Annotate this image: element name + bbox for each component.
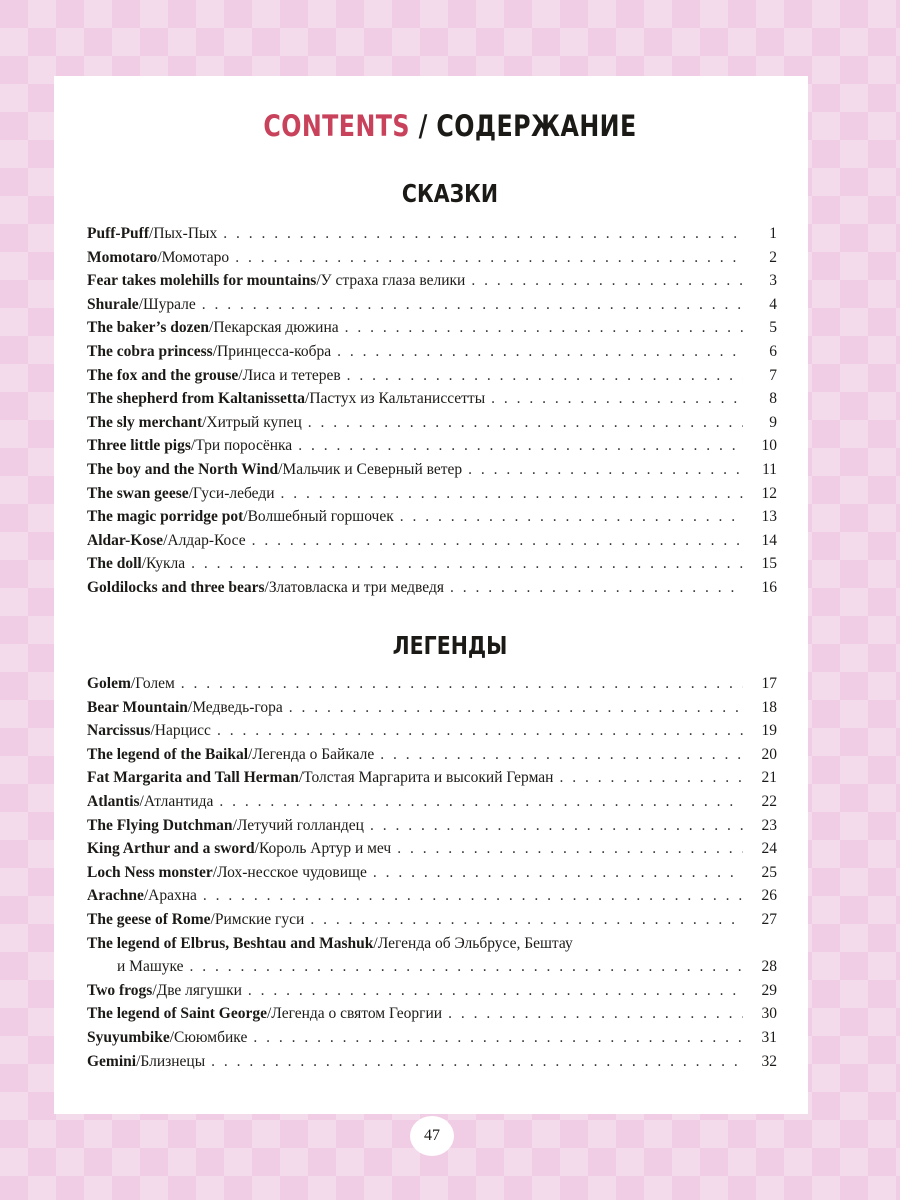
entry-page-number: 28 bbox=[761, 958, 777, 976]
entry-title-ru: Медведь-гора bbox=[192, 698, 283, 716]
dot-leader bbox=[337, 340, 743, 364]
dot-leader bbox=[252, 529, 743, 553]
entry-title-en: The legend of the Baikal bbox=[87, 745, 249, 763]
entry-title-en: The Flying Dutchman bbox=[87, 816, 233, 834]
entry-page-number: 3 bbox=[769, 272, 777, 290]
entry-separator: / bbox=[266, 1005, 272, 1023]
entry-title-en: Puff-Puff bbox=[87, 225, 149, 242]
toc-entry[interactable] bbox=[87, 222, 777, 246]
toc-entry[interactable] bbox=[87, 766, 777, 790]
entry-title-en: Bear Mountain bbox=[87, 698, 188, 716]
entry-separator: / bbox=[130, 675, 136, 692]
entry-separator: / bbox=[248, 745, 253, 763]
entry-page-number: 29 bbox=[761, 981, 777, 999]
page-title bbox=[81, 106, 819, 146]
entry-page-number: 22 bbox=[761, 792, 777, 810]
dot-leader bbox=[298, 434, 743, 458]
toc-entry[interactable] bbox=[87, 387, 777, 411]
entry-separator: / bbox=[163, 531, 168, 549]
entry-separator: / bbox=[190, 437, 196, 455]
entry-separator: / bbox=[373, 934, 378, 952]
entry-title-en: Narcissus bbox=[87, 722, 151, 740]
entry-title-ru: Пых-Пых bbox=[153, 225, 218, 242]
entry-title-ru: Арахна bbox=[148, 887, 197, 905]
dot-leader bbox=[468, 458, 743, 482]
entry-title-ru: Летучий голландец bbox=[236, 816, 364, 834]
entry-separator: / bbox=[187, 698, 193, 716]
entry-separator: / bbox=[264, 578, 269, 596]
entry-separator: / bbox=[136, 1052, 141, 1070]
dot-leader bbox=[289, 696, 743, 720]
entry-title-en: The swan geese bbox=[87, 484, 189, 502]
entry-title-en: Two frogs bbox=[87, 981, 153, 999]
entry-separator: / bbox=[212, 342, 218, 360]
dot-leader bbox=[190, 955, 743, 979]
entry-title-ru: У страха глаза велики bbox=[320, 272, 466, 290]
entry-title-en: Three little pigs bbox=[87, 437, 191, 455]
entry-title-en: King Arthur and a sword bbox=[87, 840, 255, 858]
entry-title-ru: Римские гуси bbox=[214, 910, 305, 928]
entry-title-en: The legend of Elbrus, Beshtau and Mashuk bbox=[87, 934, 374, 952]
toc-entry[interactable] bbox=[87, 719, 777, 743]
toc-entry[interactable] bbox=[87, 814, 777, 838]
entry-separator: / bbox=[150, 722, 155, 740]
dot-leader bbox=[219, 790, 743, 814]
toc-entry[interactable] bbox=[87, 364, 777, 388]
dot-leader bbox=[235, 246, 743, 270]
toc-entry[interactable] bbox=[87, 1002, 777, 1026]
entry-title-en: Shurale bbox=[87, 295, 139, 313]
entry-title-ru: Лох-несское чудовище bbox=[217, 863, 367, 881]
entry-title-en: Aldar-Kose bbox=[87, 531, 164, 549]
toc-entry[interactable] bbox=[87, 246, 777, 270]
entry-title-ru: Лиса и тетерев bbox=[242, 366, 341, 384]
entry-title-en: The baker’s dozen bbox=[87, 319, 209, 337]
entry-title-en: Gemini bbox=[87, 1052, 137, 1070]
dot-leader bbox=[370, 814, 743, 838]
entry-title-ru: Две лягушки bbox=[156, 981, 242, 999]
entry-title-ru: Легенда о Байкале bbox=[252, 745, 375, 763]
entry-title-en: The cobra princess bbox=[87, 342, 213, 360]
entry-title-ru: Легенда о святом Георгии bbox=[271, 1005, 443, 1023]
dot-leader bbox=[491, 387, 743, 411]
toc-entry[interactable] bbox=[87, 1050, 777, 1074]
dot-leader bbox=[400, 505, 743, 529]
tales-list bbox=[87, 222, 777, 600]
dot-leader bbox=[203, 884, 743, 908]
entry-separator: / bbox=[149, 225, 154, 242]
toc-entry[interactable] bbox=[87, 672, 777, 696]
toc-entry[interactable] bbox=[87, 790, 777, 814]
entry-page-number: 1 bbox=[769, 225, 777, 242]
entry-page-number: 14 bbox=[761, 531, 777, 549]
dot-leader bbox=[471, 269, 743, 293]
entry-page-number: 21 bbox=[761, 769, 777, 787]
toc-entry[interactable] bbox=[87, 861, 777, 885]
entry-separator: / bbox=[169, 1028, 175, 1046]
toc-entry[interactable] bbox=[87, 932, 777, 956]
entry-page-number: 2 bbox=[769, 248, 777, 266]
entry-title-ru: Толстая Маргарита и высокий Герман bbox=[303, 769, 554, 787]
entry-page-number: 12 bbox=[761, 484, 777, 502]
entry-title-ru: Алдар-Косе bbox=[167, 531, 246, 549]
dot-leader bbox=[448, 1002, 743, 1026]
toc-entry[interactable] bbox=[87, 340, 777, 364]
entry-page-number: 13 bbox=[761, 508, 777, 526]
entry-page-number: 23 bbox=[761, 816, 777, 834]
entry-title-ru: Златовласка и три медведя bbox=[268, 578, 444, 596]
entry-separator: / bbox=[305, 390, 310, 408]
toc-entry[interactable] bbox=[87, 269, 777, 293]
section-heading-tales: СКАЗКИ bbox=[401, 179, 499, 208]
toc-entry[interactable] bbox=[87, 529, 777, 553]
entry-title-ru: Нарцисс bbox=[154, 722, 211, 740]
entry-title-en: The fox and the grouse bbox=[87, 366, 239, 384]
dot-leader bbox=[181, 672, 743, 696]
entry-title-en: The sly merchant bbox=[87, 413, 203, 431]
entry-page-number: 32 bbox=[761, 1052, 777, 1070]
entry-page-number: 31 bbox=[761, 1028, 777, 1046]
entry-page-number: 9 bbox=[769, 413, 777, 431]
dot-leader bbox=[248, 979, 743, 1003]
entry-separator: / bbox=[278, 460, 283, 478]
entry-page-number: 18 bbox=[761, 698, 777, 716]
entry-separator: / bbox=[209, 319, 214, 337]
entry-separator: / bbox=[238, 366, 243, 384]
toc-entry[interactable] bbox=[87, 434, 777, 458]
title-separator: / bbox=[409, 109, 437, 143]
entry-title-ru: Принцесса-кобра bbox=[217, 342, 332, 360]
entry-page-number: 20 bbox=[761, 745, 777, 763]
dot-leader bbox=[191, 552, 743, 576]
entry-title-en: Syuyumbike bbox=[87, 1028, 170, 1046]
section-heading-legends: ЛЕГЕНДЫ bbox=[392, 631, 508, 660]
entry-separator: / bbox=[254, 840, 259, 858]
entry-page-number: 4 bbox=[769, 295, 777, 313]
dot-leader bbox=[310, 908, 743, 932]
entry-title-ru: Близнецы bbox=[140, 1052, 206, 1070]
dot-leader bbox=[217, 719, 743, 743]
entry-title-en: The boy and the North Wind bbox=[87, 460, 279, 478]
entry-page-number: 30 bbox=[761, 1005, 777, 1023]
entry-title-ru: Гуси-лебеди bbox=[192, 484, 275, 502]
dot-leader bbox=[380, 743, 743, 767]
entry-title-ru: Король Артур и меч bbox=[258, 840, 392, 858]
toc-entry[interactable] bbox=[87, 743, 777, 767]
entry-title-en: Golem bbox=[87, 675, 131, 692]
toc-entry[interactable] bbox=[87, 458, 777, 482]
entry-title-en: The doll bbox=[87, 555, 142, 573]
entry-title-en: Atlantis bbox=[87, 792, 140, 810]
dot-leader bbox=[281, 482, 743, 506]
page-number: 47 bbox=[410, 1116, 454, 1156]
entry-page-number: 16 bbox=[761, 578, 777, 596]
toc-entry[interactable] bbox=[87, 884, 777, 908]
entry-separator: / bbox=[188, 484, 193, 502]
entry-title-ru-continued: и Машуке bbox=[117, 958, 184, 976]
entry-separator: / bbox=[232, 816, 237, 834]
entry-title-en: Momotaro bbox=[87, 248, 158, 266]
toc-entry[interactable] bbox=[87, 316, 777, 340]
entry-separator: / bbox=[139, 792, 144, 810]
entry-title-ru: Пастух из Кальтаниссетты bbox=[309, 390, 486, 408]
entry-separator: / bbox=[298, 769, 304, 787]
entry-separator: / bbox=[212, 863, 218, 881]
title-english: CONTENTS bbox=[263, 109, 410, 143]
toc-entry[interactable] bbox=[87, 908, 777, 932]
entry-title-ru: Голем bbox=[135, 675, 175, 692]
dot-leader bbox=[202, 293, 743, 317]
entry-page-number: 26 bbox=[761, 887, 777, 905]
entry-title-en: Arachne bbox=[87, 887, 144, 905]
entry-title-en: Loch Ness monster bbox=[87, 863, 213, 881]
toc-entry[interactable] bbox=[87, 1026, 777, 1050]
entry-page-number: 11 bbox=[762, 460, 777, 478]
entry-separator: / bbox=[316, 272, 321, 290]
dot-leader bbox=[345, 316, 743, 340]
entry-title-en: The magic porridge pot bbox=[87, 508, 244, 526]
entry-title-ru: Пекарская дюжина bbox=[213, 319, 339, 337]
dot-leader bbox=[223, 222, 743, 246]
dot-leader bbox=[253, 1026, 743, 1050]
entry-page-number: 25 bbox=[761, 863, 777, 881]
toc-entry[interactable] bbox=[87, 482, 777, 506]
dot-leader bbox=[373, 861, 743, 885]
entry-page-number: 7 bbox=[769, 366, 777, 384]
toc-entry-continuation[interactable] bbox=[87, 955, 777, 979]
entry-title-en: Goldilocks and three bears bbox=[87, 578, 265, 596]
entry-title-en: The legend of Saint George bbox=[87, 1005, 267, 1023]
legends-list bbox=[87, 672, 777, 1073]
entry-title-ru: Шурале bbox=[143, 295, 196, 313]
dot-leader bbox=[308, 411, 743, 435]
entry-separator: / bbox=[157, 248, 162, 266]
toc-entry[interactable] bbox=[87, 411, 777, 435]
entry-title-ru: Кукла bbox=[146, 555, 186, 573]
dot-leader bbox=[211, 1050, 743, 1074]
entry-title-en: Fat Margarita and Tall Herman bbox=[87, 769, 299, 787]
entry-separator: / bbox=[243, 508, 248, 526]
toc-entry[interactable] bbox=[87, 293, 777, 317]
entry-title-ru: Сююмбике bbox=[174, 1028, 248, 1046]
entry-title-ru: Мальчик и Северный ветер bbox=[282, 460, 463, 478]
entry-title-ru: Хитрый купец bbox=[206, 413, 302, 431]
dot-leader bbox=[559, 766, 743, 790]
entry-title-en: The shepherd from Kaltanissetta bbox=[87, 390, 306, 408]
entry-title-ru: Атлантида bbox=[143, 792, 214, 810]
entry-page-number: 19 bbox=[761, 722, 777, 740]
entry-page-number: 17 bbox=[761, 675, 777, 692]
entry-title-ru: Волшебный горшочек bbox=[247, 508, 394, 526]
entry-separator: / bbox=[210, 910, 215, 928]
toc-entry[interactable] bbox=[87, 696, 777, 720]
toc-entry[interactable] bbox=[87, 576, 777, 600]
entry-title-en: Fear takes molehills for mountains bbox=[87, 272, 317, 290]
entry-separator: / bbox=[141, 555, 147, 573]
entry-page-number: 24 bbox=[761, 840, 777, 858]
entry-page-number: 27 bbox=[761, 910, 777, 928]
title-russian: СОДЕРЖАНИЕ bbox=[436, 109, 637, 143]
dot-leader bbox=[450, 576, 743, 600]
entry-page-number: 10 bbox=[761, 437, 777, 455]
toc-entry[interactable] bbox=[87, 552, 777, 576]
entry-page-number: 15 bbox=[761, 555, 777, 573]
entry-page-number: 5 bbox=[769, 319, 777, 337]
entry-separator: / bbox=[152, 981, 157, 999]
dot-leader bbox=[397, 837, 743, 861]
entry-separator: / bbox=[143, 887, 149, 905]
toc-entry[interactable] bbox=[87, 979, 777, 1003]
entry-title-ru: Момотаро bbox=[161, 248, 230, 266]
toc-entry[interactable] bbox=[87, 505, 777, 529]
entry-title-ru: Легенда об Эльбрусе, Бештау bbox=[377, 934, 573, 952]
entry-page-number: 8 bbox=[769, 390, 777, 408]
entry-separator: / bbox=[138, 295, 143, 313]
entry-separator: / bbox=[202, 413, 207, 431]
entry-title-en: The geese of Rome bbox=[87, 910, 211, 928]
entry-title-ru: Три поросёнка bbox=[195, 437, 293, 455]
entry-page-number: 6 bbox=[769, 342, 777, 360]
dot-leader bbox=[347, 364, 743, 388]
toc-entry[interactable] bbox=[87, 837, 777, 861]
